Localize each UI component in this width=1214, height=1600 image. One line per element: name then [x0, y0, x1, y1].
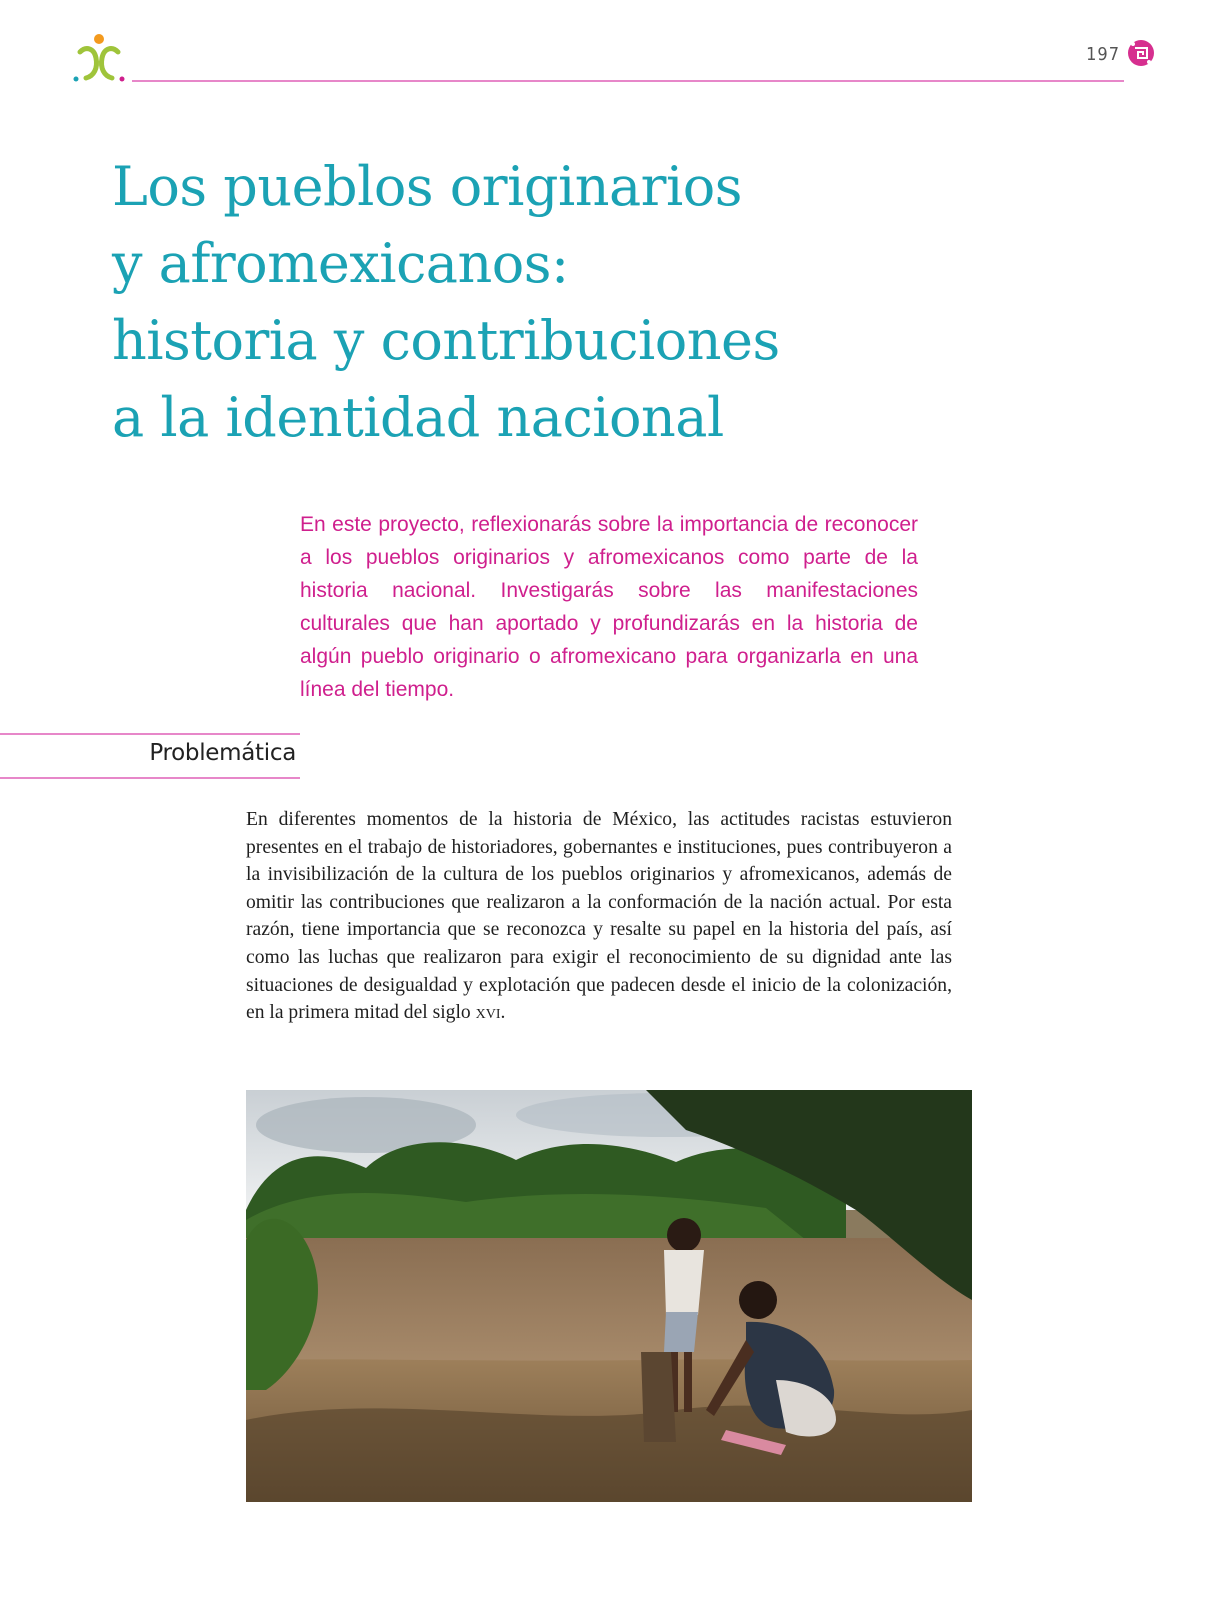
page-number: 197 [1086, 44, 1120, 65]
body-paragraph [246, 806, 952, 1027]
header-rule [132, 80, 1124, 82]
river-children-photo [246, 1090, 972, 1502]
title-line: a la identidad nacional [112, 386, 724, 449]
section-title: Problemática [149, 740, 296, 766]
section-header [0, 733, 300, 779]
page-title [112, 148, 872, 456]
section-rule-top [0, 733, 300, 735]
title-line: y afromexicanos: [112, 232, 569, 295]
intro-paragraph: En este proyecto, reflexionarás sobre la importancia de reconocer a los pueblos originarios y afromexicanos como parte de la historia nacional. Investigarás sobre las manifestaciones culturales que han aportado y profundizarás en la historia de algún pueblo originario o afromexicano para organizarla en una línea del tiempo. [300, 513, 918, 701]
title-line: historia y contribuciones [112, 309, 780, 372]
body-text: En diferentes momentos de la historia de México, las actitudes racistas estuvieron presentes en el trabajo de historiadores, gobernantes e instituciones, pues contribuyeron a la invisibilización de la cultura de los pueblos originarios y afromexicanos, además de omitir las contribuciones que realizaron a la conformación de la nación actual. Por esta razón, tiene importancia que se reconozca y resalte su papel en la historia del país, así como las luchas que realizaron para exigir el reconocimiento de su dignidad ante las situaciones de desigualdad y explotación que padecen desde el inicio de la colonización, en la primera mitad del siglo [246, 809, 952, 1024]
section-rule-bottom [0, 777, 300, 779]
body-end: . [500, 1002, 506, 1024]
century-numeral: xvi [475, 1002, 501, 1024]
logo-icon [72, 32, 128, 84]
title-line: Los pueblos originarios [112, 155, 742, 218]
ornament-icon [1126, 38, 1156, 68]
